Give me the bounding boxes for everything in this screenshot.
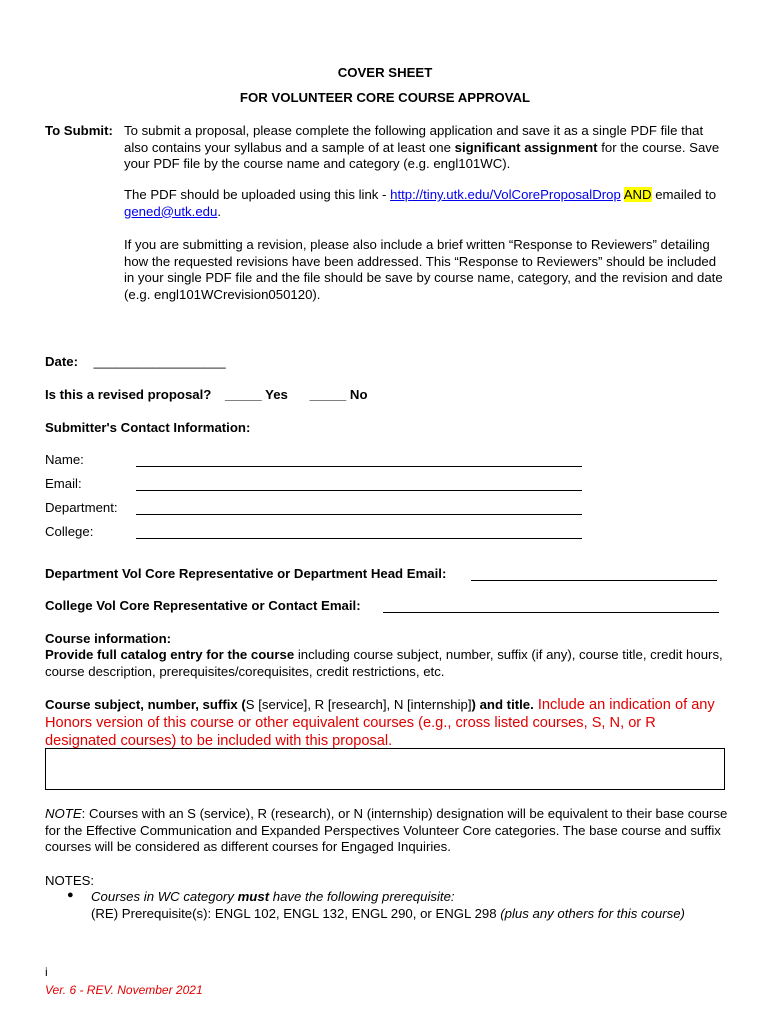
and-highlight: AND	[623, 187, 652, 202]
note-paragraph: NOTE: Courses with an S (service), R (research), or N (internship) designation will be equivalent to their base course for the Effective Communication and Expanded Perspectives Volunteer Core categories. The base course and suffix courses will be considered as different courses for Engaged Inquiries.	[45, 806, 728, 854]
yes-label: Yes	[265, 387, 288, 402]
date-field[interactable]: __________________	[93, 354, 226, 369]
honors-instruction: Include an indication of any Honors version of this course or other equivalent courses (e.g., cross listed courses, S, N, or R designated courses) to be included with this proposal.	[45, 697, 715, 749]
college-rep-label: College Vol Core Representative or Contact Email:	[45, 598, 361, 613]
no-field[interactable]: _____	[309, 387, 347, 402]
notes-heading: NOTES:	[45, 873, 95, 888]
name-field[interactable]	[136, 453, 582, 467]
department-label: Department:	[45, 500, 118, 515]
to-submit-label: To Submit:	[45, 123, 113, 138]
revised-row	[45, 387, 368, 402]
college-rep-email-field[interactable]	[383, 599, 719, 613]
page-title: COVER SHEET	[337, 65, 433, 80]
notes-item: Courses in WC category must have the following prerequisite:	[91, 889, 455, 904]
revised-label: Is this a revised proposal?	[45, 387, 212, 402]
dept-rep-label: Department Vol Core Representative or Department Head Email:	[45, 566, 447, 581]
version-footer: Ver. 6 - REV. November 2021	[45, 983, 203, 997]
course-info-heading: Course information:	[45, 631, 172, 646]
bullet-icon: ●	[67, 889, 74, 901]
yes-field[interactable]: _____	[225, 387, 262, 402]
course-subject-instructions: Course subject, number, suffix (S [service], R [research], N [internship]) and title. Include an indication of any Honors version of this course or other equivalent courses (e.g., cross listed courses, S, N, or R designated courses) to be included with this proposal.	[45, 697, 715, 749]
submit-paragraph-1: To submit a proposal, please complete the following application and save it as a single PDF file that also contains your syllabus and a sample of at least one significant assignment for the course. Save your PDF file by the course name and category (e.g. engl101WC).	[124, 123, 720, 171]
note-label: NOTE	[45, 806, 82, 821]
department-field[interactable]	[136, 501, 582, 515]
dept-rep-email-field[interactable]	[471, 567, 717, 581]
contact-heading: Submitter's Contact Information:	[45, 420, 251, 435]
submit-paragraph-3: If you are submitting a revision, please also include a brief written “Response to Reviewers” detailing how the requested revisions have been addressed. This “Response to Reviewers” should be included in your single PDF file and the file should be save by course name, category, and the revision and date (e.g. engl101WCrevision050120).	[124, 237, 723, 302]
prerequisite-line: (RE) Prerequisite(s): ENGL 102, ENGL 132, ENGL 290, or ENGL 298 (plus any others for this course)	[91, 906, 685, 921]
significant-assignment-text: significant assignment	[454, 139, 598, 155]
submit-paragraph-2: The PDF should be uploaded using this link - http://tiny.utk.edu/VolCoreProposalDrop AND emailed to gened@utk.edu.	[124, 187, 717, 219]
gened-email-link[interactable]: gened@utk.edu	[124, 203, 218, 219]
email-label: Email:	[45, 476, 82, 491]
date-row	[45, 354, 226, 369]
email-field[interactable]	[136, 477, 582, 491]
college-field[interactable]	[136, 525, 582, 539]
college-label: College:	[45, 524, 94, 539]
page-number: i	[45, 965, 48, 979]
page-subtitle: FOR VOLUNTEER CORE COURSE APPROVAL	[239, 90, 531, 105]
catalog-instructions: Provide full catalog entry for the course including course subject, number, suffix (if any), course title, credit hours, course description, prerequisites/corequisites, credit restrictions, etc.	[45, 647, 723, 679]
no-label: No	[349, 387, 368, 402]
proposal-drop-link[interactable]: http://tiny.utk.edu/VolCoreProposalDrop	[390, 187, 621, 202]
date-label: Date:	[45, 354, 78, 369]
course-subject-input-box[interactable]	[45, 748, 725, 790]
name-label: Name:	[45, 452, 84, 467]
